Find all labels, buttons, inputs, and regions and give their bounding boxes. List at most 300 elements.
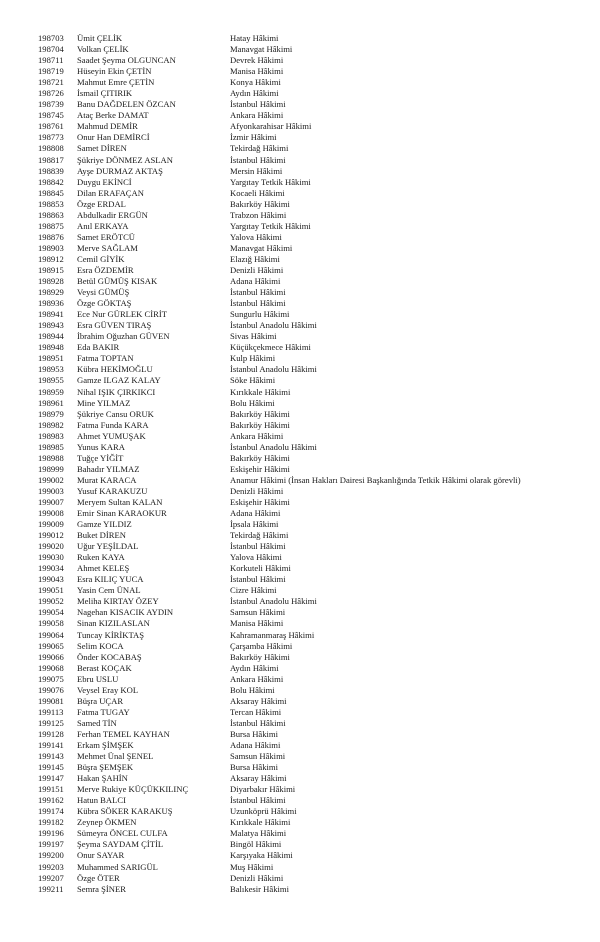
list-item <box>38 353 578 364</box>
assignment-location: İstanbul Anadolu Hâkimi <box>230 364 317 375</box>
list-item <box>38 44 578 55</box>
registry-number: 199064 <box>38 629 64 640</box>
person-name: Selim KOCA <box>77 640 124 651</box>
assignment-location: Yargıtay Tetkik Hâkimi <box>230 220 311 231</box>
person-name: Ahmet KELEŞ <box>77 563 130 574</box>
list-item <box>38 320 578 331</box>
assignment-location: Manisa Hâkimi <box>230 66 284 77</box>
assignment-location: Sungurlu Hâkimi <box>230 309 290 320</box>
registry-number: 198959 <box>38 386 64 397</box>
registry-number: 199043 <box>38 574 64 585</box>
registry-number: 198985 <box>38 441 64 452</box>
assignment-location: Aydın Hâkimi <box>230 662 279 673</box>
list-item <box>38 773 578 784</box>
assignment-location: İstanbul Anadolu Hâkimi <box>230 441 317 452</box>
list-item <box>38 530 578 541</box>
registry-number: 199075 <box>38 673 64 684</box>
person-name: Mehmet Ünal ŞENEL <box>77 751 154 762</box>
list-item <box>38 88 578 99</box>
person-name: Hüseyin Ekin ÇETİN <box>77 66 152 77</box>
person-name: Şükriye DÖNMEZ ASLAN <box>77 154 173 165</box>
registry-number: 199009 <box>38 519 64 530</box>
person-name: Ruken KAYA <box>77 552 125 563</box>
person-name: Betül GÜMÜŞ KISAK <box>77 276 158 287</box>
list-item <box>38 718 578 729</box>
registry-number: 198817 <box>38 154 64 165</box>
assignment-location: Malatya Hâkimi <box>230 828 287 839</box>
person-name: Anıl ERKAYA <box>77 220 129 231</box>
registry-number: 199162 <box>38 795 64 806</box>
person-name: Berast KOÇAK <box>77 662 132 673</box>
registry-number: 199203 <box>38 861 64 872</box>
assignment-location: İstanbul Anadolu Hâkimi <box>230 596 317 607</box>
list-item <box>38 828 578 839</box>
registry-number: 199003 <box>38 485 64 496</box>
registry-number: 198988 <box>38 452 64 463</box>
list-item <box>38 508 578 519</box>
person-name: Onur SAYAR <box>77 850 125 861</box>
list-item <box>38 652 578 663</box>
assignment-location: Bursa Hâkimi <box>230 728 278 739</box>
person-name: Buket DİREN <box>77 530 126 541</box>
assignment-location: Çarşamba Hâkimi <box>230 640 293 651</box>
assignment-location: Manavgat Hâkimi <box>230 242 293 253</box>
list-item <box>38 563 578 574</box>
person-name: Hatun BALCI <box>77 795 126 806</box>
registry-number: 199197 <box>38 839 64 850</box>
registry-number: 199151 <box>38 784 64 795</box>
assignment-location: Aksaray Hâkimi <box>230 773 287 784</box>
assignment-location: Tercan Hâkimi <box>230 706 282 717</box>
list-item <box>38 729 578 740</box>
assignment-location: Anamur Hâkimi (İnsan Hakları Dairesi Başkanlığında Tetkik Hâkimi olarak görevli) <box>230 474 521 485</box>
assignment-location: Kahramanmaraş Hâkimi <box>230 629 315 640</box>
registry-number: 198979 <box>38 408 64 419</box>
person-name: Büşra ŞEMŞEK <box>77 762 134 773</box>
registry-number: 199076 <box>38 684 64 695</box>
list-item <box>38 784 578 795</box>
person-name: Fatma Funda KARA <box>77 419 149 430</box>
registry-number: 199128 <box>38 728 64 739</box>
assignment-location: Bingöl Hâkimi <box>230 839 282 850</box>
person-name: Veysi GÜMÜŞ <box>77 287 130 298</box>
assignment-location: Denizli Hâkimi <box>230 485 284 496</box>
list-item <box>38 254 578 265</box>
list-item <box>38 99 578 110</box>
registry-number: 199196 <box>38 828 64 839</box>
person-name: Emir Sinan KARAOKUR <box>77 508 167 519</box>
registry-number: 198961 <box>38 397 64 408</box>
list-item <box>38 585 578 596</box>
registry-number: 198915 <box>38 264 64 275</box>
list-item <box>38 342 578 353</box>
assignment-location: İstanbul Hâkimi <box>230 795 286 806</box>
person-name: Gamze ILGAZ KALAY <box>77 375 161 386</box>
person-name: Mahmut Emre ÇETİN <box>77 77 155 88</box>
list-item <box>38 155 578 166</box>
assignment-location: İstanbul Hâkimi <box>230 717 286 728</box>
list-item <box>38 486 578 497</box>
list-item <box>38 685 578 696</box>
registry-number: 199211 <box>38 883 64 894</box>
assignment-location: İstanbul Anadolu Hâkimi <box>230 320 317 331</box>
list-item <box>38 409 578 420</box>
assignment-location: Bakırköy Hâkimi <box>230 452 290 463</box>
list-item <box>38 188 578 199</box>
assignment-location: Denizli Hâkimi <box>230 872 284 883</box>
list-item <box>38 166 578 177</box>
registry-number: 198948 <box>38 342 64 353</box>
registry-number: 198739 <box>38 99 64 110</box>
assignment-location: Uzunköprü Hâkimi <box>230 806 297 817</box>
person-name: Şeyma SAYDAM ÇİTİL <box>77 839 164 850</box>
list-item <box>38 331 578 342</box>
assignment-location: Söke Hâkimi <box>230 375 276 386</box>
person-name: Gamze YILDIZ <box>77 519 132 530</box>
registry-number: 199182 <box>38 817 64 828</box>
assignment-location: İpsala Hâkimi <box>230 519 279 530</box>
assignment-location: Samsun Hâkimi <box>230 607 286 618</box>
list-item <box>38 398 578 409</box>
registry-number: 199002 <box>38 474 64 485</box>
list-item <box>38 862 578 873</box>
list-item <box>38 630 578 641</box>
list-item <box>38 873 578 884</box>
assignment-location: Elazığ Hâkimi <box>230 253 280 264</box>
assignment-location: Sivas Hâkimi <box>230 331 277 342</box>
assignment-location: Mersin Hâkimi <box>230 165 283 176</box>
list-item <box>38 850 578 861</box>
person-name: Veysel Eray KOL <box>77 684 139 695</box>
registry-number: 198983 <box>38 430 64 441</box>
registry-number: 198982 <box>38 419 64 430</box>
person-name: Özge ERDAL <box>77 198 126 209</box>
list-item <box>38 199 578 210</box>
person-name: Samed TİN <box>77 717 117 728</box>
list-item <box>38 143 578 154</box>
list-item <box>38 431 578 442</box>
registry-number: 199207 <box>38 872 64 883</box>
person-name: Yasin Cem ÜNAL <box>77 585 141 596</box>
assignment-location: Denizli Hâkimi <box>230 264 284 275</box>
list-item <box>38 541 578 552</box>
person-name: Muhammed SARIGÜL <box>77 861 158 872</box>
list-item <box>38 221 578 232</box>
registry-number: 199145 <box>38 762 64 773</box>
list-item <box>38 641 578 652</box>
list-item <box>38 132 578 143</box>
registry-number: 198721 <box>38 77 64 88</box>
assignment-location: İstanbul Hâkimi <box>230 287 286 298</box>
registry-number: 198875 <box>38 220 64 231</box>
person-name: Nihal IŞIK ÇIRKIKCI <box>77 386 156 397</box>
person-name: Mahmud DEMİR <box>77 121 138 132</box>
person-name: Esra KILIÇ YUCA <box>77 574 144 585</box>
registry-number: 198903 <box>38 242 64 253</box>
list-item <box>38 552 578 563</box>
assignment-location: Küçükçekmece Hâkimi <box>230 342 311 353</box>
registry-number: 198929 <box>38 287 64 298</box>
assignment-location: İstanbul Hâkimi <box>230 298 286 309</box>
assignment-location: Aydın Hâkimi <box>230 88 279 99</box>
person-name: Tuncay KİRİKTAŞ <box>77 629 145 640</box>
assignment-location: İstanbul Hâkimi <box>230 99 286 110</box>
registry-number: 199113 <box>38 706 64 717</box>
list-item <box>38 55 578 66</box>
registry-number: 199174 <box>38 806 64 817</box>
list-item <box>38 817 578 828</box>
registry-number: 199012 <box>38 530 64 541</box>
list-item <box>38 497 578 508</box>
person-name: Onur Han DEMİRCİ <box>77 132 150 143</box>
registry-number: 199125 <box>38 717 64 728</box>
registry-number: 198745 <box>38 110 64 121</box>
person-name: Ferhan TEMEL KAYHAN <box>77 728 170 739</box>
person-name: Sümeyra ÖNCEL CULFA <box>77 828 168 839</box>
list-item <box>38 210 578 221</box>
person-name: Yunus KARA <box>77 441 125 452</box>
registry-number: 198951 <box>38 353 64 364</box>
person-name: Erkam ŞİMŞEK <box>77 740 134 750</box>
registry-number: 199147 <box>38 773 64 784</box>
assignment-location: Bakırköy Hâkimi <box>230 198 290 209</box>
assignment-location: Tekirdağ Hâkimi <box>230 143 289 154</box>
registry-number: 198703 <box>38 33 64 43</box>
assignment-location: Bakırköy Hâkimi <box>230 651 290 662</box>
list-item <box>38 663 578 674</box>
list-item <box>38 66 578 77</box>
list-item <box>38 884 578 895</box>
list-item <box>38 298 578 309</box>
assignment-location: İstanbul Hâkimi <box>230 574 286 585</box>
registry-number: 198953 <box>38 364 64 375</box>
person-name: Murat KARACA <box>77 474 137 485</box>
assignment-location: Ankara Hâkimi <box>230 673 284 684</box>
person-name: Fatma TUGAY <box>77 706 130 717</box>
assignment-location: Adana Hâkimi <box>230 508 281 519</box>
assignment-location: Kırıkkale Hâkimi <box>230 817 291 828</box>
assignment-location: Diyarbakır Hâkimi <box>230 784 296 795</box>
assignment-location: İstanbul Hâkimi <box>230 541 286 552</box>
person-name: Saadet Şeyma OLGUNCAN <box>77 55 176 66</box>
list-item <box>38 740 578 751</box>
list-item <box>38 420 578 431</box>
assignment-location: Ankara Hâkimi <box>230 110 284 121</box>
list-item <box>38 696 578 707</box>
person-name: Özge ÖTER <box>77 872 120 883</box>
list-item <box>38 177 578 188</box>
list-item <box>38 751 578 762</box>
registry-number: 199065 <box>38 640 64 651</box>
person-name: Esra GÜVEN TIRAŞ <box>77 320 152 331</box>
person-name: Kübra SÖKER KARAKUŞ <box>77 806 173 817</box>
assignment-location: Eskişehir Hâkimi <box>230 496 290 507</box>
registry-number: 199068 <box>38 662 64 673</box>
assignment-location: Hatay Hâkimi <box>230 33 279 43</box>
person-name: Önder KOCABAŞ <box>77 651 142 662</box>
appointment-list <box>38 33 578 895</box>
assignment-location: Manisa Hâkimi <box>230 618 284 629</box>
person-name: Dilan ERAFAÇAN <box>77 187 144 198</box>
assignment-location: İzmir Hâkimi <box>230 132 277 143</box>
person-name: Merve SAĞLAM <box>77 242 138 253</box>
registry-number: 198719 <box>38 66 64 77</box>
list-item <box>38 121 578 132</box>
person-name: Abdulkadir ERGÜN <box>77 209 148 220</box>
assignment-location: Devrek Hâkimi <box>230 55 284 66</box>
registry-number: 198955 <box>38 375 64 386</box>
list-item <box>38 77 578 88</box>
list-item <box>38 519 578 530</box>
list-item <box>38 839 578 850</box>
assignment-location: Yalova Hâkimi <box>230 231 282 242</box>
list-item <box>38 442 578 453</box>
list-item <box>38 110 578 121</box>
list-item <box>38 607 578 618</box>
assignment-location: İstanbul Hâkimi <box>230 154 286 165</box>
person-name: Nagehan KISACIK AYDIN <box>77 607 174 618</box>
person-name: Şükriye Cansu ORUK <box>77 408 154 419</box>
person-name: Merve Rukiye KÜÇÜKKILINÇ <box>77 784 189 795</box>
assignment-location: Samsun Hâkimi <box>230 751 286 762</box>
person-name: Meliha KIRTAY ÖZEY <box>77 596 159 607</box>
registry-number: 198845 <box>38 187 64 198</box>
registry-number: 199200 <box>38 850 64 861</box>
person-name: Zeynep ÖKMEN <box>77 817 137 828</box>
list-item <box>38 309 578 320</box>
person-name: Tuğçe YİĞİT <box>77 452 124 463</box>
assignment-location: Adana Hâkimi <box>230 740 281 750</box>
person-name: Hakan ŞAHİN <box>77 773 128 784</box>
person-name: Mine YILMAZ <box>77 397 131 408</box>
person-name: Semra ŞİNER <box>77 883 126 894</box>
registry-number: 199034 <box>38 563 64 574</box>
assignment-location: Muş Hâkimi <box>230 861 274 872</box>
person-name: Ayşe DURMAZ AKTAŞ <box>77 165 163 176</box>
assignment-location: Manavgat Hâkimi <box>230 44 293 55</box>
registry-number: 198761 <box>38 121 64 132</box>
person-name: Kübra HEKİMOĞLU <box>77 364 153 375</box>
person-name: Bahadır YILMAZ <box>77 463 140 474</box>
person-name: Volkan ÇELİK <box>77 44 129 55</box>
assignment-location: Bursa Hâkimi <box>230 762 278 773</box>
list-item <box>38 618 578 629</box>
list-item <box>38 762 578 773</box>
registry-number: 199143 <box>38 751 64 762</box>
list-item <box>38 806 578 817</box>
assignment-location: Tekirdağ Hâkimi <box>230 530 289 541</box>
registry-number: 198928 <box>38 276 64 287</box>
registry-number: 198711 <box>38 55 64 66</box>
registry-number: 198726 <box>38 88 64 99</box>
registry-number: 199052 <box>38 596 64 607</box>
person-name: Ebru USLU <box>77 673 119 684</box>
person-name: Uğur YEŞİLDAL <box>77 541 139 552</box>
list-item <box>38 33 578 44</box>
registry-number: 199054 <box>38 607 64 618</box>
assignment-location: Bolu Hâkimi <box>230 684 275 695</box>
assignment-location: Bakırköy Hâkimi <box>230 419 290 430</box>
registry-number: 198808 <box>38 143 64 154</box>
registry-number: 199066 <box>38 651 64 662</box>
person-name: Samet DİREN <box>77 143 127 154</box>
registry-number: 198773 <box>38 132 64 143</box>
list-item <box>38 453 578 464</box>
list-item <box>38 674 578 685</box>
registry-number: 198944 <box>38 331 64 342</box>
registry-number: 198936 <box>38 298 64 309</box>
registry-number: 199058 <box>38 618 64 629</box>
assignment-location: Eskişehir Hâkimi <box>230 463 290 474</box>
person-name: Ece Nur GÜRLEK CİRİT <box>77 309 167 320</box>
assignment-location: Kocaeli Hâkimi <box>230 187 285 198</box>
person-name: Meryem Sultan KALAN <box>77 496 163 507</box>
assignment-location: Cizre Hâkimi <box>230 585 277 596</box>
person-name: Duygu EKİNCİ <box>77 176 132 187</box>
person-name: Cemil GİYİK <box>77 253 125 264</box>
person-name: Ataç Berke DAMAT <box>77 110 149 121</box>
assignment-location: Afyonkarahisar Hâkimi <box>230 121 312 132</box>
assignment-location: Kulp Hâkimi <box>230 353 276 364</box>
person-name: İbrahim Oğuzhan GÜVEN <box>77 331 170 342</box>
registry-number: 199141 <box>38 740 64 750</box>
person-name: Büşra UÇAR <box>77 695 124 706</box>
list-item <box>38 265 578 276</box>
assignment-location: Karşıyaka Hâkimi <box>230 850 293 861</box>
registry-number: 198863 <box>38 209 64 220</box>
assignment-location: Yalova Hâkimi <box>230 552 282 563</box>
assignment-location: Trabzon Hâkimi <box>230 209 287 220</box>
person-name: Sinan KIZILASLAN <box>77 618 150 629</box>
assignment-location: Balıkesir Hâkimi <box>230 883 289 894</box>
list-item <box>38 364 578 375</box>
person-name: Yusuf KARAKUZU <box>77 485 148 496</box>
list-item <box>38 475 578 486</box>
assignment-location: Korkuteli Hâkimi <box>230 563 291 574</box>
person-name: Banu DAĞDELEN ÖZCAN <box>77 99 176 110</box>
registry-number: 198853 <box>38 198 64 209</box>
person-name: Fatma TOPTAN <box>77 353 134 364</box>
assignment-location: Aksaray Hâkimi <box>230 695 287 706</box>
assignment-location: Yargıtay Tetkik Hâkimi <box>230 176 311 187</box>
person-name: Özge GÖKTAŞ <box>77 298 132 309</box>
list-item <box>38 387 578 398</box>
list-item <box>38 287 578 298</box>
assignment-location: Ankara Hâkimi <box>230 430 284 441</box>
registry-number: 199051 <box>38 585 64 596</box>
person-name: Ahmet YUMUŞAK <box>77 430 146 441</box>
registry-number: 198704 <box>38 44 64 55</box>
registry-number: 199008 <box>38 508 64 519</box>
list-item <box>38 574 578 585</box>
person-name: Esra ÖZDEMİR <box>77 264 134 275</box>
assignment-location: Bakırköy Hâkimi <box>230 408 290 419</box>
registry-number: 198912 <box>38 253 64 264</box>
person-name: Ümit ÇELİK <box>77 33 123 43</box>
list-item <box>38 375 578 386</box>
assignment-location: Adana Hâkimi <box>230 276 281 287</box>
list-item <box>38 596 578 607</box>
registry-number: 198839 <box>38 165 64 176</box>
assignment-location: Kırıkkale Hâkimi <box>230 386 291 397</box>
person-name: Eda BAKIR <box>77 342 120 353</box>
assignment-location: Bolu Hâkimi <box>230 397 275 408</box>
list-item <box>38 795 578 806</box>
list-item <box>38 464 578 475</box>
registry-number: 198999 <box>38 463 64 474</box>
person-name: İsmail ÇITIRIK <box>77 88 133 99</box>
list-item <box>38 232 578 243</box>
